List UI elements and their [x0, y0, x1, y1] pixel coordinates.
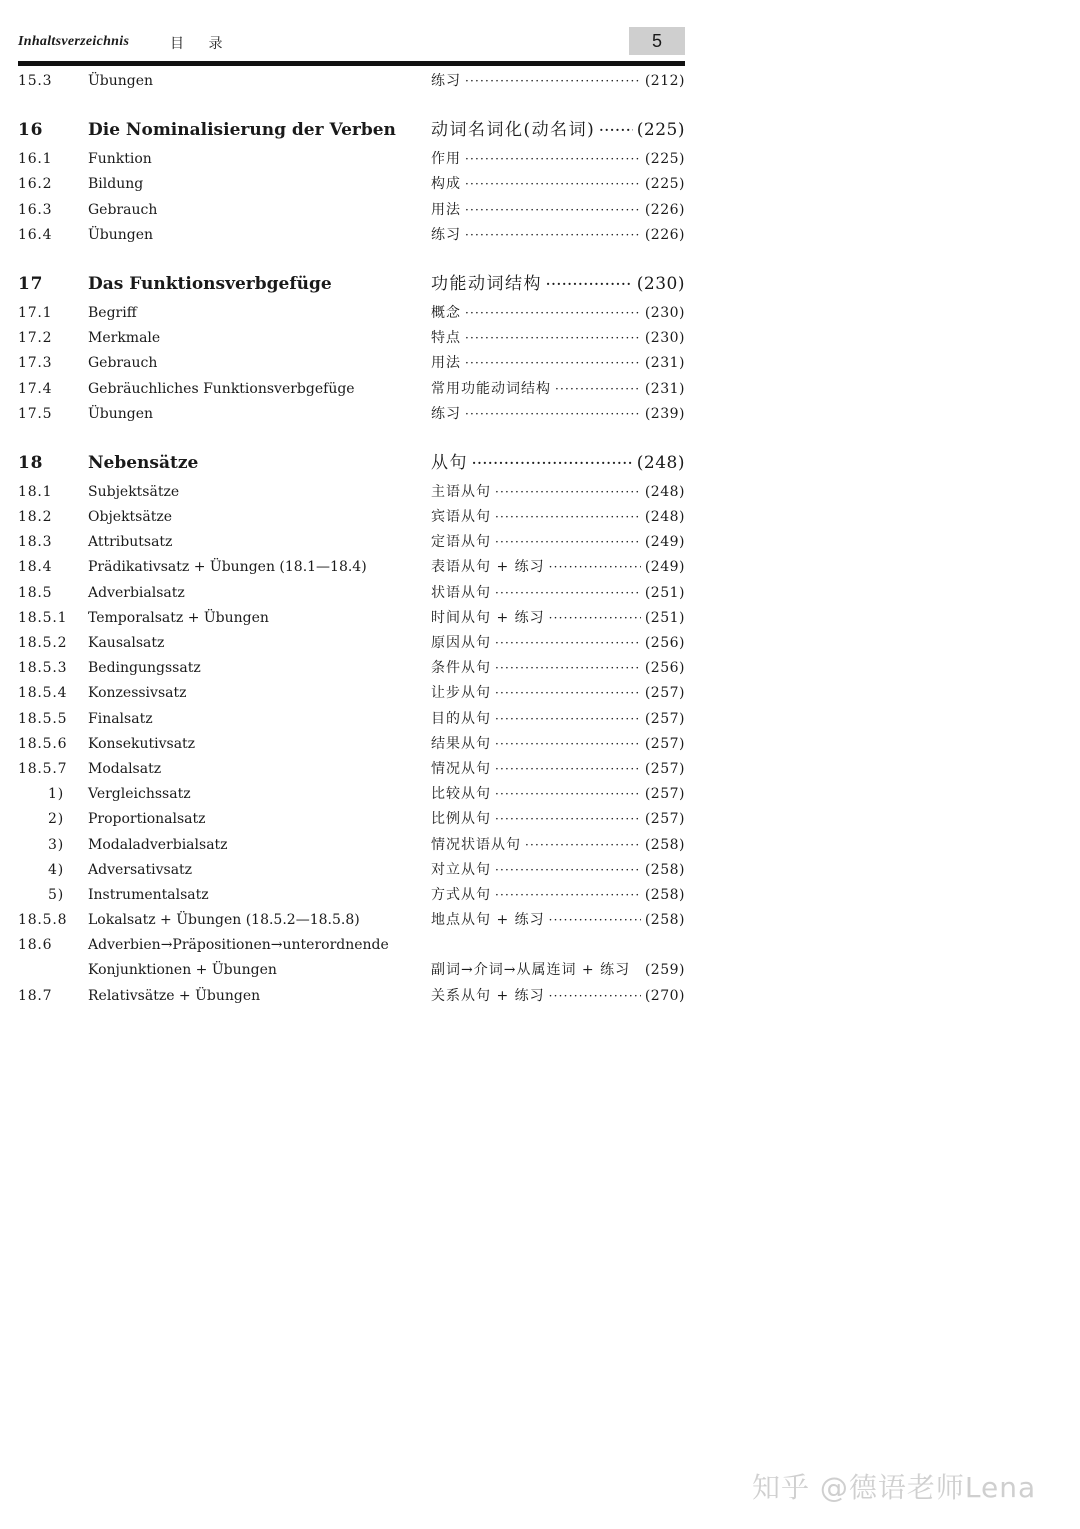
toc-right — [431, 807, 685, 832]
toc-right — [431, 757, 685, 782]
toc-title-de: Übungen — [88, 226, 154, 243]
toc-page: (249) — [644, 534, 685, 551]
toc-number: 16.4 — [18, 226, 53, 243]
toc-number: 17.2 — [18, 330, 53, 347]
dot-leader — [495, 581, 641, 606]
toc-title-cn: 从句 — [431, 452, 468, 473]
toc-title-de: Konsekutivsatz — [88, 735, 196, 752]
toc-page: (257) — [644, 710, 685, 727]
toc-page: (248) — [644, 483, 685, 500]
toc-right — [431, 351, 685, 376]
toc-number: 5) — [48, 886, 64, 903]
toc-right — [431, 681, 685, 706]
dot-leader — [525, 833, 641, 858]
toc-number: 18.5.8 — [18, 912, 68, 929]
toc-title-de: Übungen — [88, 73, 154, 89]
toc-title-de: Gebräuchliches Funktionsverbgefüge — [88, 380, 355, 397]
toc-title-cn: 作用 — [431, 151, 461, 168]
toc-page: (212) — [644, 73, 685, 89]
toc-row — [18, 301, 685, 326]
toc-right — [431, 268, 685, 301]
toc-title-de: Bedingungssatz — [88, 660, 201, 677]
toc-page: (248) — [644, 509, 685, 526]
toc-chapter-row — [18, 447, 685, 480]
toc-number: 17.5 — [18, 405, 53, 422]
toc-title-cn: 用法 — [431, 201, 461, 218]
toc-page: (257) — [644, 786, 685, 803]
toc-page: (230) — [644, 304, 685, 321]
toc-title-cn: 对立从句 — [431, 861, 491, 878]
toc-right — [431, 326, 685, 351]
toc-title-cn: 比例从句 — [431, 811, 491, 828]
toc-row — [18, 172, 685, 197]
toc-row — [18, 530, 685, 555]
toc-right — [431, 147, 685, 172]
toc-number: 18.5.7 — [18, 760, 68, 777]
toc-page: (225) — [644, 176, 685, 193]
toc-title-cn: 主语从句 — [431, 483, 491, 500]
dot-leader — [495, 530, 641, 555]
toc-right — [431, 958, 685, 983]
dot-leader — [495, 858, 641, 883]
toc-title-de: Konzessivsatz — [88, 685, 187, 702]
dot-leader — [495, 707, 641, 732]
toc-row — [18, 807, 685, 832]
toc-number: 18.1 — [18, 483, 53, 500]
dot-leader — [465, 326, 641, 351]
toc-row — [18, 933, 685, 958]
toc-title-de: Vergleichssatz — [88, 786, 191, 803]
dot-leader — [465, 402, 641, 427]
toc-title-cn: 方式从句 — [431, 886, 491, 903]
toc-page: (239) — [644, 405, 685, 422]
toc-title-cn: 副词→介词→从属连词 + 练习 — [431, 962, 631, 979]
dot-leader — [546, 268, 633, 301]
toc-title-de: Objektsätze — [88, 509, 172, 526]
dot-leader — [495, 883, 641, 908]
toc-row — [18, 757, 685, 782]
toc-title-cn: 情况状语从句 — [431, 836, 521, 853]
toc-title-cn: 练习 — [431, 73, 461, 89]
toc-number: 18 — [18, 452, 44, 473]
watermark: 知乎 @德语老师Lena — [752, 1471, 1037, 1504]
toc-title-de: Finalsatz — [88, 710, 153, 727]
dot-leader — [465, 301, 641, 326]
toc-right — [431, 505, 685, 530]
toc-number: 17 — [18, 273, 44, 294]
toc-row — [18, 707, 685, 732]
toc-page: (256) — [644, 635, 685, 651]
toc-page: (248) — [636, 452, 685, 473]
toc-row — [18, 606, 685, 631]
dot-leader — [495, 757, 641, 782]
toc-number: 18.2 — [18, 509, 53, 526]
dot-leader — [599, 114, 633, 147]
toc-page: (225) — [644, 151, 685, 168]
toc-title-cn: 时间从句 + 练习 — [431, 609, 545, 626]
table-of-contents — [18, 69, 685, 1009]
dot-leader — [549, 908, 641, 933]
toc-number: 18.5 — [18, 584, 53, 601]
dot-leader — [495, 505, 641, 530]
toc-number: 18.6 — [18, 937, 53, 954]
toc-right — [431, 984, 685, 1009]
toc-number: 18.5.6 — [18, 735, 68, 752]
toc-row — [18, 505, 685, 530]
toc-title-cn: 特点 — [431, 330, 461, 347]
toc-page: (258) — [644, 912, 685, 929]
toc-number: 3) — [48, 836, 64, 853]
toc-title-de: Relativsätze + Übungen — [88, 987, 261, 1004]
toc-row — [18, 480, 685, 505]
toc-number: 16.1 — [18, 151, 53, 168]
toc-right — [431, 447, 685, 480]
toc-title-de: Subjektsätze — [88, 483, 180, 500]
toc-title-de: Das Funktionsverbgefüge — [88, 273, 332, 294]
toc-row — [18, 858, 685, 883]
dot-leader — [549, 555, 641, 580]
toc-title-de: Die Nominalisierung der Verben — [88, 120, 396, 141]
toc-right — [431, 198, 685, 223]
toc-chapter-row — [18, 268, 685, 301]
toc-page: (226) — [644, 226, 685, 243]
toc-row — [18, 833, 685, 858]
dot-leader — [465, 198, 641, 223]
toc-page: (249) — [644, 559, 685, 576]
dot-leader — [472, 447, 633, 480]
toc-title-de: Temporalsatz + Übungen — [88, 609, 269, 626]
dot-leader — [495, 732, 641, 757]
toc-right — [431, 883, 685, 908]
toc-page: (225) — [636, 120, 685, 141]
toc-title-de: Nebensätze — [88, 452, 199, 473]
toc-title-cn: 练习 — [431, 226, 461, 243]
dot-leader — [495, 656, 641, 681]
toc-page: (230) — [636, 273, 685, 294]
page-number: 5 — [629, 27, 685, 55]
toc-title-de: Merkmale — [88, 330, 161, 347]
toc-title-de: Attributsatz — [88, 534, 173, 551]
toc-chapter-row — [18, 114, 685, 147]
toc-page: (251) — [644, 584, 685, 601]
toc-title-de: Lokalsatz + Übungen (18.5.2—18.5.8) — [88, 912, 360, 929]
toc-title-cn: 用法 — [431, 355, 461, 372]
toc-number: 18.7 — [18, 987, 53, 1004]
toc-row — [18, 198, 685, 223]
toc-page: (257) — [644, 685, 685, 702]
toc-row — [18, 883, 685, 908]
toc-title-cn: 状语从句 — [431, 584, 491, 601]
toc-title-de: Gebrauch — [88, 355, 158, 372]
toc-right — [431, 402, 685, 427]
toc-number: 18.5.5 — [18, 710, 68, 727]
toc-row — [18, 581, 685, 606]
toc-number: 17.3 — [18, 355, 53, 372]
toc-page: (226) — [644, 201, 685, 218]
toc-right — [431, 707, 685, 732]
toc-title-de: Übungen — [88, 405, 154, 422]
toc-right — [431, 833, 685, 858]
toc-page: (257) — [644, 735, 685, 752]
toc-title-de: Bildung — [88, 176, 144, 193]
toc-title-cn: 功能动词结构 — [431, 273, 542, 294]
toc-number: 16 — [18, 120, 44, 141]
toc-title-cn: 地点从句 + 练习 — [431, 912, 545, 929]
toc-page: (258) — [644, 861, 685, 878]
toc-row — [18, 326, 685, 351]
toc-number: 16.2 — [18, 176, 53, 193]
toc-right — [431, 631, 685, 656]
toc-number: 2) — [48, 811, 64, 828]
toc-right — [431, 480, 685, 505]
toc-title-de: Begriff — [88, 304, 137, 321]
toc-number: 18.5.2 — [18, 635, 68, 651]
toc-title-de: Funktion — [88, 151, 152, 168]
toc-title-de: Adversativsatz — [88, 861, 193, 878]
toc-number: 17.1 — [18, 304, 53, 321]
toc-page: (258) — [644, 886, 685, 903]
toc-title-cn: 关系从句 + 练习 — [431, 987, 545, 1004]
toc-page: (259) — [644, 962, 685, 979]
dot-leader — [495, 480, 641, 505]
toc-row — [18, 908, 685, 933]
toc-page: (256) — [644, 660, 685, 677]
toc-title-cn: 条件从句 — [431, 660, 491, 677]
toc-right — [431, 301, 685, 326]
toc-row — [18, 402, 685, 427]
header-rule — [18, 61, 685, 66]
dot-leader — [495, 782, 641, 807]
toc-right — [431, 908, 685, 933]
toc-number: 1) — [48, 786, 64, 803]
toc-row — [18, 656, 685, 681]
toc-right — [431, 530, 685, 555]
toc-number: 17.4 — [18, 380, 53, 397]
toc-row — [18, 351, 685, 376]
toc-page: (257) — [644, 760, 685, 777]
dot-leader — [495, 807, 641, 832]
page-header — [18, 26, 685, 62]
toc-row — [18, 147, 685, 172]
dot-leader — [465, 69, 641, 94]
toc-row — [18, 681, 685, 706]
toc-row — [18, 782, 685, 807]
toc-right — [431, 581, 685, 606]
toc-row — [18, 377, 685, 402]
toc-title-de: Kausalsatz — [88, 635, 165, 651]
dot-leader — [465, 223, 641, 248]
toc-title-cn: 练习 — [431, 405, 461, 422]
toc-number: 18.4 — [18, 559, 53, 576]
toc-row — [18, 958, 685, 983]
toc-title-cn: 结果从句 — [431, 735, 491, 752]
toc-page: (231) — [644, 355, 685, 372]
toc-row — [18, 631, 685, 656]
toc-title-cn: 让步从句 — [431, 685, 491, 702]
toc-right — [431, 782, 685, 807]
toc-title-de: Adverbien→Präpositionen→unterordnende — [88, 937, 389, 954]
toc-right — [431, 69, 685, 94]
toc-title-de: Gebrauch — [88, 201, 158, 218]
dot-leader — [465, 147, 641, 172]
dot-leader — [465, 351, 641, 376]
toc-title-cn: 目的从句 — [431, 710, 491, 727]
toc-row — [18, 732, 685, 757]
dot-leader — [495, 631, 641, 656]
toc-title-cn: 概念 — [431, 304, 461, 321]
toc-title-de: Konjunktionen + Übungen — [88, 962, 277, 979]
toc-title-cn: 常用功能动词结构 — [431, 380, 551, 397]
toc-title-cn: 原因从句 — [431, 635, 491, 651]
running-title: Inhaltsverzeichnis — [18, 34, 130, 49]
toc-page: (257) — [644, 811, 685, 828]
toc-title-cn: 情况从句 — [431, 760, 491, 777]
toc-page: (231) — [644, 380, 685, 397]
toc-page: (258) — [644, 836, 685, 853]
toc-title-de: Proportionalsatz — [88, 811, 206, 828]
dot-leader — [495, 681, 641, 706]
toc-right — [431, 172, 685, 197]
toc-title-de: Modalsatz — [88, 760, 162, 777]
toc-row — [18, 555, 685, 580]
toc-title-de: Prädikativsatz + Übungen (18.1—18.4) — [88, 559, 367, 576]
toc-right — [431, 555, 685, 580]
toc-row — [18, 223, 685, 248]
toc-page: (270) — [644, 987, 685, 1004]
dot-leader — [555, 377, 641, 402]
toc-title-cn: 宾语从句 — [431, 509, 491, 526]
toc-right — [431, 656, 685, 681]
toc-right — [431, 858, 685, 883]
toc-right — [431, 377, 685, 402]
toc-number: 16.3 — [18, 201, 53, 218]
toc-right — [431, 114, 685, 147]
toc-number: 18.5.1 — [18, 609, 68, 626]
toc-title-cn: 动词名词化(动名词) — [431, 120, 596, 141]
dot-leader — [549, 984, 641, 1009]
toc-page: (251) — [644, 609, 685, 626]
toc-number: 4) — [48, 861, 64, 878]
toc-right — [431, 732, 685, 757]
toc-row — [18, 984, 685, 1009]
toc-right — [431, 606, 685, 631]
toc-page: (230) — [644, 330, 685, 347]
toc-title-cn: 定语从句 — [431, 534, 491, 551]
dot-leader — [465, 172, 641, 197]
toc-title-cn: 比较从句 — [431, 786, 491, 803]
toc-row — [18, 69, 685, 94]
toc-number: 18.5.4 — [18, 685, 68, 702]
toc-title-cn: 构成 — [431, 176, 461, 193]
toc-right — [431, 223, 685, 248]
toc-number: 18.5.3 — [18, 660, 68, 677]
toc-title-cn: 表语从句 + 练习 — [431, 559, 545, 576]
toc-title-de: Adverbialsatz — [88, 584, 185, 601]
toc-number: 15.3 — [18, 73, 53, 89]
toc-title-de: Instrumentalsatz — [88, 886, 209, 903]
toc-title-de: Modaladverbialsatz — [88, 836, 228, 853]
toc-number: 18.3 — [18, 534, 53, 551]
running-title-cn: 目 录 — [170, 36, 233, 52]
dot-leader — [549, 606, 641, 631]
